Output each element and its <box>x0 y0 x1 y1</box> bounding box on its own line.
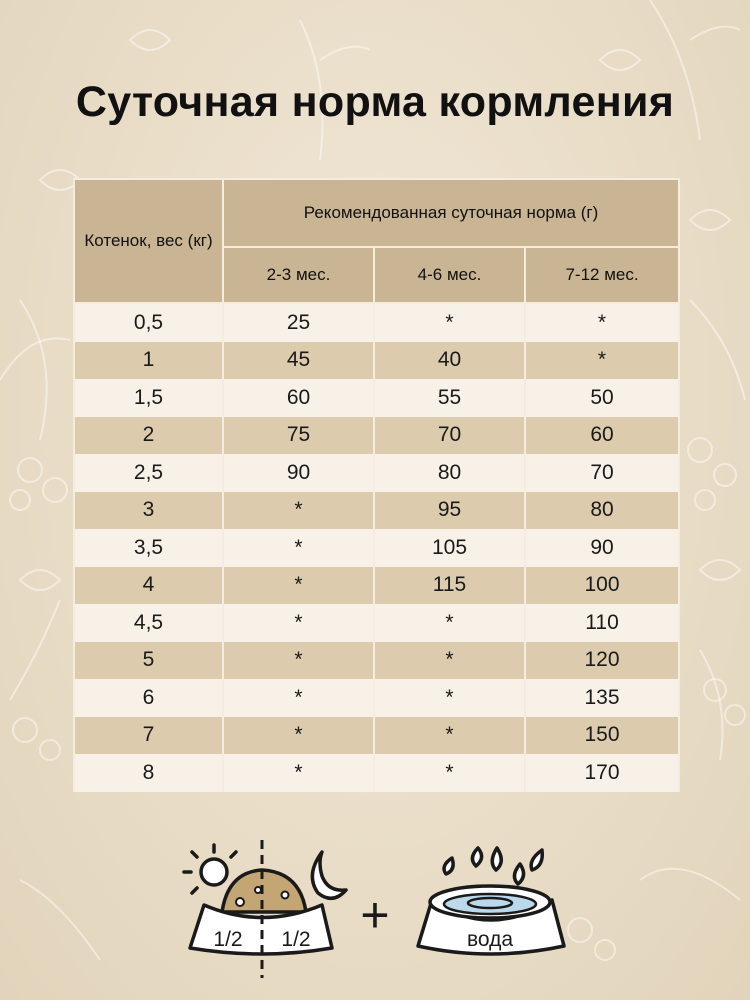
page-title: Суточная норма кормления <box>75 78 675 126</box>
table-row <box>74 642 679 680</box>
amount-cell: 70 <box>374 417 525 455</box>
moon-icon <box>312 852 346 898</box>
amount-cell: 60 <box>223 379 374 417</box>
amount-cell: * <box>374 303 525 342</box>
age-column-header: 4-6 мес. <box>374 247 525 303</box>
amount-cell: * <box>223 679 374 717</box>
recommended-norm-header: Рекомендованная суточная норма (г) <box>223 179 679 247</box>
weight-cell: 2,5 <box>74 454 223 492</box>
weight-cell: 7 <box>74 717 223 755</box>
amount-cell: * <box>374 604 525 642</box>
amount-cell: * <box>223 492 374 530</box>
water-label: вода <box>466 928 514 951</box>
amount-cell: * <box>223 754 374 792</box>
weight-cell: 5 <box>74 642 223 680</box>
amount-cell: 105 <box>374 529 525 567</box>
amount-cell: 135 <box>525 679 679 717</box>
amount-cell: 50 <box>525 379 679 417</box>
amount-cell: 90 <box>223 454 374 492</box>
age-column-header: 7-12 мес. <box>525 247 679 303</box>
table-row <box>74 529 679 567</box>
amount-cell: * <box>374 717 525 755</box>
table-row <box>74 379 679 417</box>
amount-cell: * <box>223 642 374 680</box>
table-row <box>74 604 679 642</box>
amount-cell: * <box>374 642 525 680</box>
weight-cell: 8 <box>74 754 223 792</box>
amount-cell: * <box>223 604 374 642</box>
amount-cell: 120 <box>525 642 679 680</box>
weight-cell: 1,5 <box>74 379 223 417</box>
amount-cell: * <box>525 303 679 342</box>
amount-cell: 90 <box>525 529 679 567</box>
amount-cell: 110 <box>525 604 679 642</box>
amount-cell: 25 <box>223 303 374 342</box>
amount-cell: 75 <box>223 417 374 455</box>
amount-cell: 80 <box>525 492 679 530</box>
weight-cell: 6 <box>74 679 223 717</box>
table-row <box>74 417 679 455</box>
amount-cell: 55 <box>374 379 525 417</box>
food-half-night-label: 1/2 <box>281 928 311 951</box>
amount-cell: * <box>223 529 374 567</box>
feeding-illustration <box>0 820 750 1000</box>
weight-cell: 4 <box>74 567 223 605</box>
table-row <box>74 679 679 717</box>
plus-sign: + <box>360 887 390 943</box>
weight-column-header: Котенок, вес (кг) <box>74 179 223 303</box>
amount-cell: * <box>223 567 374 605</box>
table-row <box>74 492 679 530</box>
amount-cell: 115 <box>374 567 525 605</box>
amount-cell: 45 <box>223 342 374 380</box>
weight-cell: 3 <box>74 492 223 530</box>
amount-cell: 80 <box>374 454 525 492</box>
amount-cell: 170 <box>525 754 679 792</box>
feeding-table <box>73 178 680 792</box>
food-half-day-label: 1/2 <box>213 928 243 951</box>
amount-cell: * <box>223 717 374 755</box>
amount-cell: 95 <box>374 492 525 530</box>
table-row <box>74 303 679 342</box>
table-row <box>74 567 679 605</box>
amount-cell: 150 <box>525 717 679 755</box>
table-row <box>74 342 679 380</box>
amount-cell: * <box>374 754 525 792</box>
amount-cell: 40 <box>374 342 525 380</box>
age-column-header: 2-3 мес. <box>223 247 374 303</box>
table-row <box>74 717 679 755</box>
amount-cell: 60 <box>525 417 679 455</box>
weight-cell: 1 <box>74 342 223 380</box>
weight-cell: 0,5 <box>74 303 223 342</box>
table-body <box>74 303 679 792</box>
weight-cell: 2 <box>74 417 223 455</box>
table-row <box>74 754 679 792</box>
table-row <box>74 454 679 492</box>
amount-cell: * <box>525 342 679 380</box>
sun-icon <box>184 845 236 893</box>
amount-cell: * <box>374 679 525 717</box>
amount-cell: 100 <box>525 567 679 605</box>
weight-cell: 3,5 <box>74 529 223 567</box>
amount-cell: 70 <box>525 454 679 492</box>
weight-cell: 4,5 <box>74 604 223 642</box>
